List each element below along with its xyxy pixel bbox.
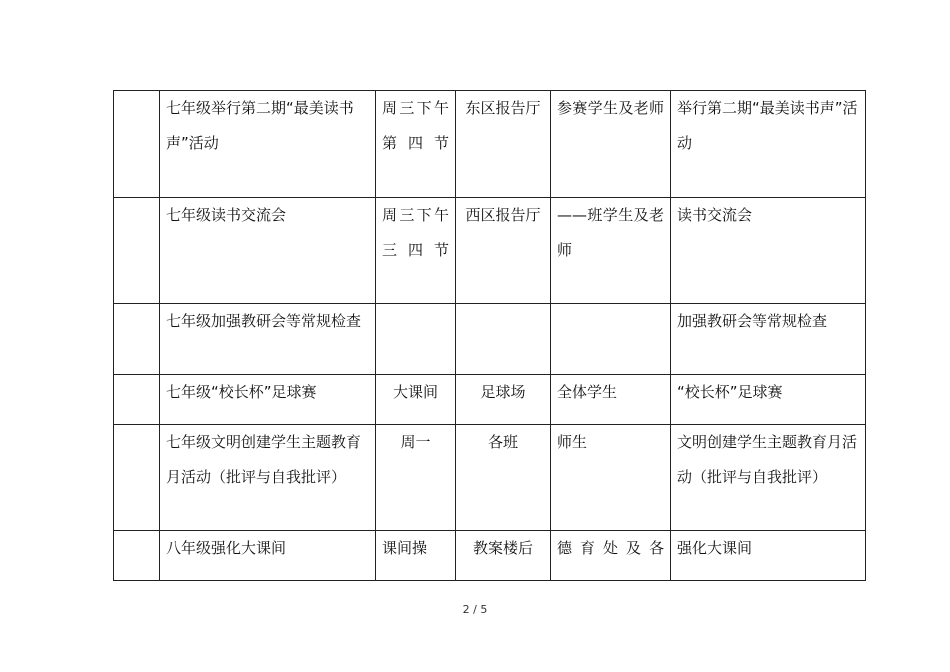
content-cell: 七年级读书交流会 <box>160 198 376 304</box>
table-row <box>114 425 866 531</box>
table-row <box>114 198 866 304</box>
remark-cell: 举行第二期“最美读书声”活动 <box>671 91 866 198</box>
remark-cell: “校长杯”足球赛 <box>671 375 866 425</box>
time-cell: 周一 <box>376 425 456 531</box>
remark-cell: 读书交流会 <box>671 198 866 304</box>
index-cell <box>114 531 160 581</box>
place-cell: 西区报告厅 <box>456 198 551 304</box>
participants-cell: 参赛学生及老师 <box>551 91 671 198</box>
place-cell: 各班 <box>456 425 551 531</box>
time-cell <box>376 304 456 375</box>
table-row <box>114 91 866 198</box>
content-cell: 七年级加强教研会等常规检查 <box>160 304 376 375</box>
page-number: 2 / 5 <box>462 603 488 616</box>
remark-cell: 文明创建学生主题教育月活动（批评与自我批评） <box>671 425 866 531</box>
remark-cell: 强化大课间 <box>671 531 866 581</box>
table-row <box>114 375 866 425</box>
participants-cell: 全体学生 <box>551 375 671 425</box>
table-row <box>114 531 866 581</box>
place-cell: 足球场 <box>456 375 551 425</box>
place-cell: 东区报告厅 <box>456 91 551 198</box>
participants-cell <box>551 304 671 375</box>
participants-cell: 师生 <box>551 425 671 531</box>
participants-cell: 德育处及各 <box>551 531 671 581</box>
time-cell: 周三下午第四节 <box>376 91 456 198</box>
activity-schedule-table <box>113 90 866 581</box>
content-cell: 七年级“校长杯”足球赛 <box>160 375 376 425</box>
content-cell: 七年级举行第二期“最美读书声”活动 <box>160 91 376 198</box>
place-cell: 教案楼后 <box>456 531 551 581</box>
index-cell <box>114 375 160 425</box>
time-cell: 周三下午三四节 <box>376 198 456 304</box>
place-cell <box>456 304 551 375</box>
index-cell <box>114 91 160 198</box>
table-row <box>114 304 866 375</box>
content-cell: 八年级强化大课间 <box>160 531 376 581</box>
content-cell: 七年级文明创建学生主题教育月活动（批评与自我批评） <box>160 425 376 531</box>
participants-cell: ——班学生及老师 <box>551 198 671 304</box>
index-cell <box>114 198 160 304</box>
remark-cell: 加强教研会等常规检查 <box>671 304 866 375</box>
index-cell <box>114 304 160 375</box>
time-cell: 课间操 <box>376 531 456 581</box>
time-cell: 大课间 <box>376 375 456 425</box>
index-cell <box>114 425 160 531</box>
